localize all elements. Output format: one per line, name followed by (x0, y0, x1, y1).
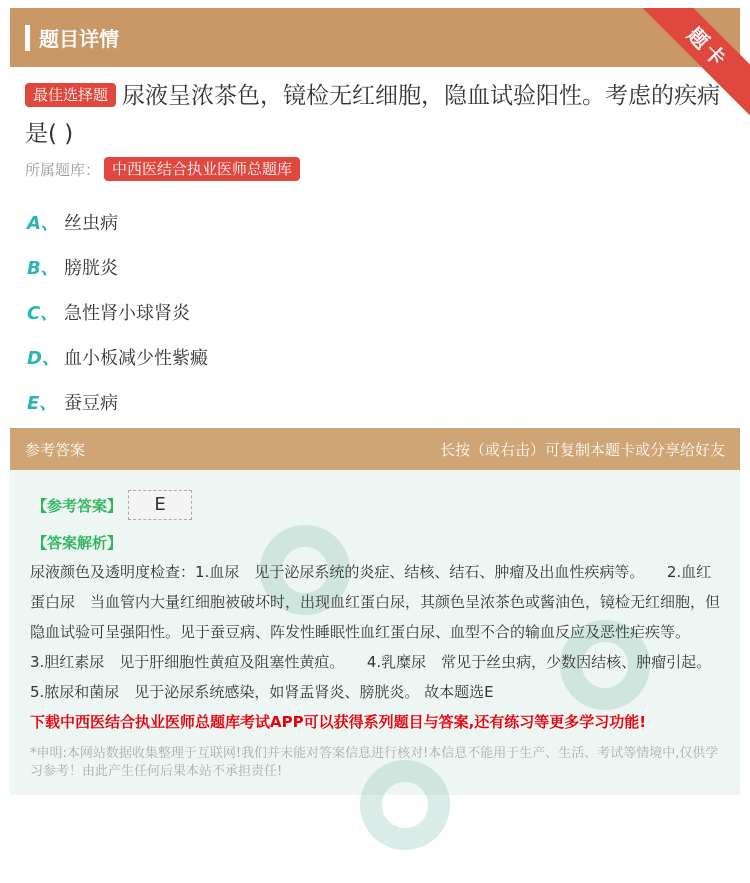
disclaimer: *申明:本网站数据收集整理于互联网!我们并未能对答案信息进行核对!本信息不能用于生产、生活、考试等情境中,仅供学习参考！由此产生任何后果本站不承担责任! (30, 746, 719, 779)
analysis-text: 尿液颜色及透明度检查：1.血尿 见于泌尿系统的炎症、结核、结石、肿瘤及出血性疾病等。 2.血红蛋白尿 当血管内大量红细胞被破坏时，出现血红蛋白尿，其颜色呈浓茶色或酱油色，镜检无红细胞，但隐血试验可呈强阳性。见于蚕豆病、阵发性睡眠性血红蛋白尿、血型不合的输血反应及恶性疟疾等。 3.胆红素尿 见于肝细胞性黄疸及阻塞性黄疸。 4.乳糜尿 常见于丝虫病，少数因结核、肿瘤引起。 5.脓尿和菌尿 见于泌尿系统感染，如肾盂肾炎、膀胱炎。 故本题选E (30, 563, 734, 701)
option-b[interactable] (27, 244, 750, 289)
option-e[interactable] (27, 379, 750, 424)
options-list (0, 199, 750, 424)
answer-body (10, 470, 740, 795)
source-label: 所属题库： (25, 160, 101, 179)
answer-header-title: 参考答案 (25, 440, 86, 459)
question-card-ribbon[interactable] (640, 8, 750, 118)
question-source (25, 157, 750, 181)
ribbon-label: 题卡 (640, 8, 750, 117)
question-text (25, 77, 725, 153)
option-text: 急性肾小球肾炎 (64, 302, 190, 324)
question-type-tag: 最佳选择题 (25, 83, 116, 107)
option-letter: C、 (27, 302, 59, 324)
header-accent-bar (25, 25, 30, 51)
answer-header (10, 428, 740, 470)
option-text: 膀胱炎 (64, 257, 118, 279)
source-bank-link[interactable]: 中西医结合执业医师总题库 (104, 157, 300, 181)
option-a[interactable] (27, 199, 750, 244)
question-detail-header (10, 8, 740, 67)
analysis-label: 【答案解析】 (32, 534, 123, 552)
option-letter: E、 (27, 392, 58, 414)
option-c[interactable] (27, 289, 750, 334)
option-d[interactable] (27, 334, 750, 379)
option-text: 血小板减少性紫癜 (64, 347, 208, 369)
option-letter: A、 (27, 212, 59, 234)
header-title: 题目详情 (39, 27, 119, 51)
share-hint: 长按（或右击）可复制本题卡或分享给好友 (439, 440, 725, 459)
option-text: 丝虫病 (64, 212, 118, 234)
app-download-link[interactable]: 下载中西医结合执业医师总题库考试APP可以获得系列题目与答案,还有练习等更多学习功能! (30, 713, 647, 731)
reference-answer-label: 【参考答案】 (32, 496, 123, 515)
option-letter: D、 (27, 347, 60, 369)
option-text: 蚕豆病 (64, 392, 118, 414)
question-stem: 尿液呈浓茶色，镜检无红细胞，隐血试验阳性。考虑的疾病是( ) (25, 83, 721, 147)
option-letter: B、 (27, 257, 59, 279)
reference-answer-value: E (128, 490, 192, 520)
